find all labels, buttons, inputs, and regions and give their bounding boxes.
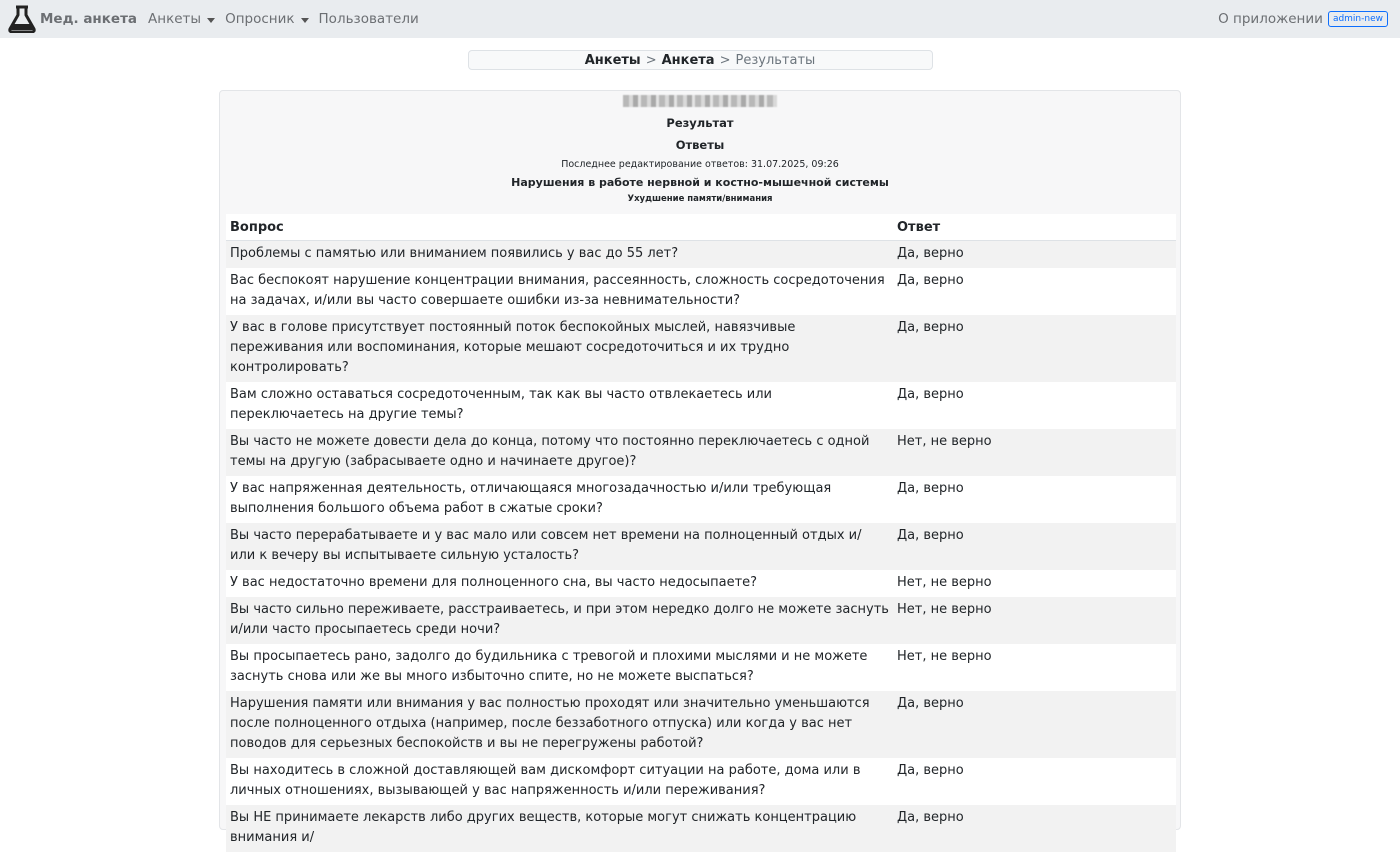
section-title: Нарушения в работе нервной и костно-мышечной системы	[511, 176, 889, 189]
results-card	[219, 90, 1181, 845]
breadcrumb-questionnaire[interactable]: Анкета	[661, 52, 715, 68]
patient-name-redacted	[623, 95, 777, 107]
nav-menu-label: Пользователи	[318, 11, 419, 27]
subsection-title: Ухудшение памяти/внимания	[627, 194, 773, 204]
question-cell: Вы находитесь в сложной доставляющей вам дискомфорт ситуации на работе, дома или в личных отношениях, вызывающей у вас напряженность и/или переживания?	[230, 763, 861, 798]
answers-table	[226, 214, 1176, 852]
answer-cell: Нет, не верно	[897, 575, 992, 590]
question-cell: У вас в голове присутствует постоянный поток беспокойных мыслей, навязчивые переживания или воспоминания, которые мешают сосредоточиться и их трудно контролировать?	[226, 315, 893, 382]
answer-cell: Нет, не верно	[893, 597, 1176, 644]
table-row	[226, 758, 1176, 805]
breadcrumb-separator: >	[719, 52, 731, 68]
breadcrumb	[468, 50, 933, 70]
question-cell: Вы часто сильно переживаете, расстраиваетесь, и при этом нередко долго не можете заснуть и/или часто просыпаетесь среди ночи?	[226, 597, 893, 644]
table-row	[226, 429, 1176, 476]
question-cell: Вы НЕ принимаете лекарств либо других веществ, которые могут снижать концентрацию внимания и/	[226, 805, 893, 852]
brand-title: Мед. анкета	[40, 11, 138, 27]
nav-menu-label: Анкеты	[148, 11, 202, 27]
answer-cell: Да, верно	[897, 273, 964, 288]
breadcrumb-questionnaires[interactable]: Анкеты	[584, 52, 641, 68]
question-cell: Нарушения памяти или внимания у вас полностью проходят или значительно уменьшаются после полноценного отдыха (например, после беззаботного отпуска) или когда у вас нет поводов для серьезных беспокойств и вы не перегружены работой?	[226, 691, 893, 758]
last-edited-info: Последнее редактирование ответов: 31.07.2025, 09:26	[561, 159, 839, 170]
table-row	[226, 523, 1176, 570]
answer-cell: Да, верно	[897, 763, 964, 778]
question-cell: Вы просыпаетесь рано, задолго до будильника с тревогой и плохими мыслями и не можете заснуть снова или же вы много избыточно спите, но не можете выспаться?	[230, 649, 868, 684]
table-row	[226, 570, 1176, 597]
answer-cell: Да, верно	[893, 523, 1176, 570]
answer-cell: Да, верно	[897, 387, 964, 402]
nav-link-users[interactable]	[319, 11, 419, 27]
user-badge[interactable]: admin-new	[1328, 11, 1388, 27]
question-cell: У вас недостаточно времени для полноценного сна, вы часто недосыпаете?	[230, 575, 758, 590]
table-row	[226, 382, 1176, 429]
question-cell: У вас напряженная деятельность, отличающаяся многозадачностью и/или требующая выполнения большого объема работ в сжатые сроки?	[230, 481, 832, 516]
table-row	[226, 691, 1176, 758]
brand-link[interactable]	[7, 5, 137, 33]
table-row	[226, 644, 1176, 691]
breadcrumb-current: Результаты	[735, 52, 816, 68]
table-row	[226, 476, 1176, 523]
navbar	[0, 0, 1400, 38]
caret-down-icon	[301, 18, 309, 23]
answer-cell: Да, верно	[893, 241, 1176, 269]
answers-title: Ответы	[675, 138, 725, 152]
nav-menu-questionnaires[interactable]	[148, 11, 215, 27]
answer-cell: Нет, не верно	[893, 429, 1176, 476]
answer-cell: Да, верно	[893, 805, 1176, 852]
table-row	[226, 597, 1176, 644]
question-cell: Вам сложно оставаться сосредоточенным, так как вы часто отвлекаетесь или переключаетесь на другие темы?	[230, 387, 772, 422]
nav-menu-survey[interactable]	[225, 11, 308, 27]
table-row	[226, 805, 1176, 852]
nav-link-about[interactable]: О приложении	[1218, 11, 1323, 27]
question-cell: Вас беспокоят нарушение концентрации внимания, рассеянность, сложность сосредоточения на задачах, и/или вы часто совершаете ошибки из-за невнимательности?	[230, 273, 885, 308]
result-title: Результат	[666, 116, 734, 130]
question-cell: Вы часто не можете довести дела до конца, потому что постоянно переключаетесь с одной темы на другую (забрасываете одно и начинаете другое)?	[226, 429, 893, 476]
table-row	[226, 241, 1176, 269]
column-header-question: Вопрос	[226, 214, 893, 241]
nav-menu-label: Опросник	[225, 11, 295, 27]
question-cell: Вы часто перерабатываете и у вас мало или совсем нет времени на полноценный отдых и/ или к вечеру вы испытываете сильную усталость?	[226, 523, 893, 570]
flask-logo-icon	[7, 5, 37, 33]
table-row	[226, 315, 1176, 382]
column-header-answer: Ответ	[893, 214, 1176, 241]
table-row	[226, 268, 1176, 315]
caret-down-icon	[207, 18, 215, 23]
answer-cell: Да, верно	[893, 315, 1176, 382]
answer-cell: Нет, не верно	[897, 649, 992, 664]
answer-cell: Да, верно	[893, 691, 1176, 758]
question-cell: Проблемы с памятью или вниманием появились у вас до 55 лет?	[226, 241, 893, 269]
breadcrumb-separator: >	[645, 52, 657, 68]
answer-cell: Да, верно	[897, 481, 964, 496]
